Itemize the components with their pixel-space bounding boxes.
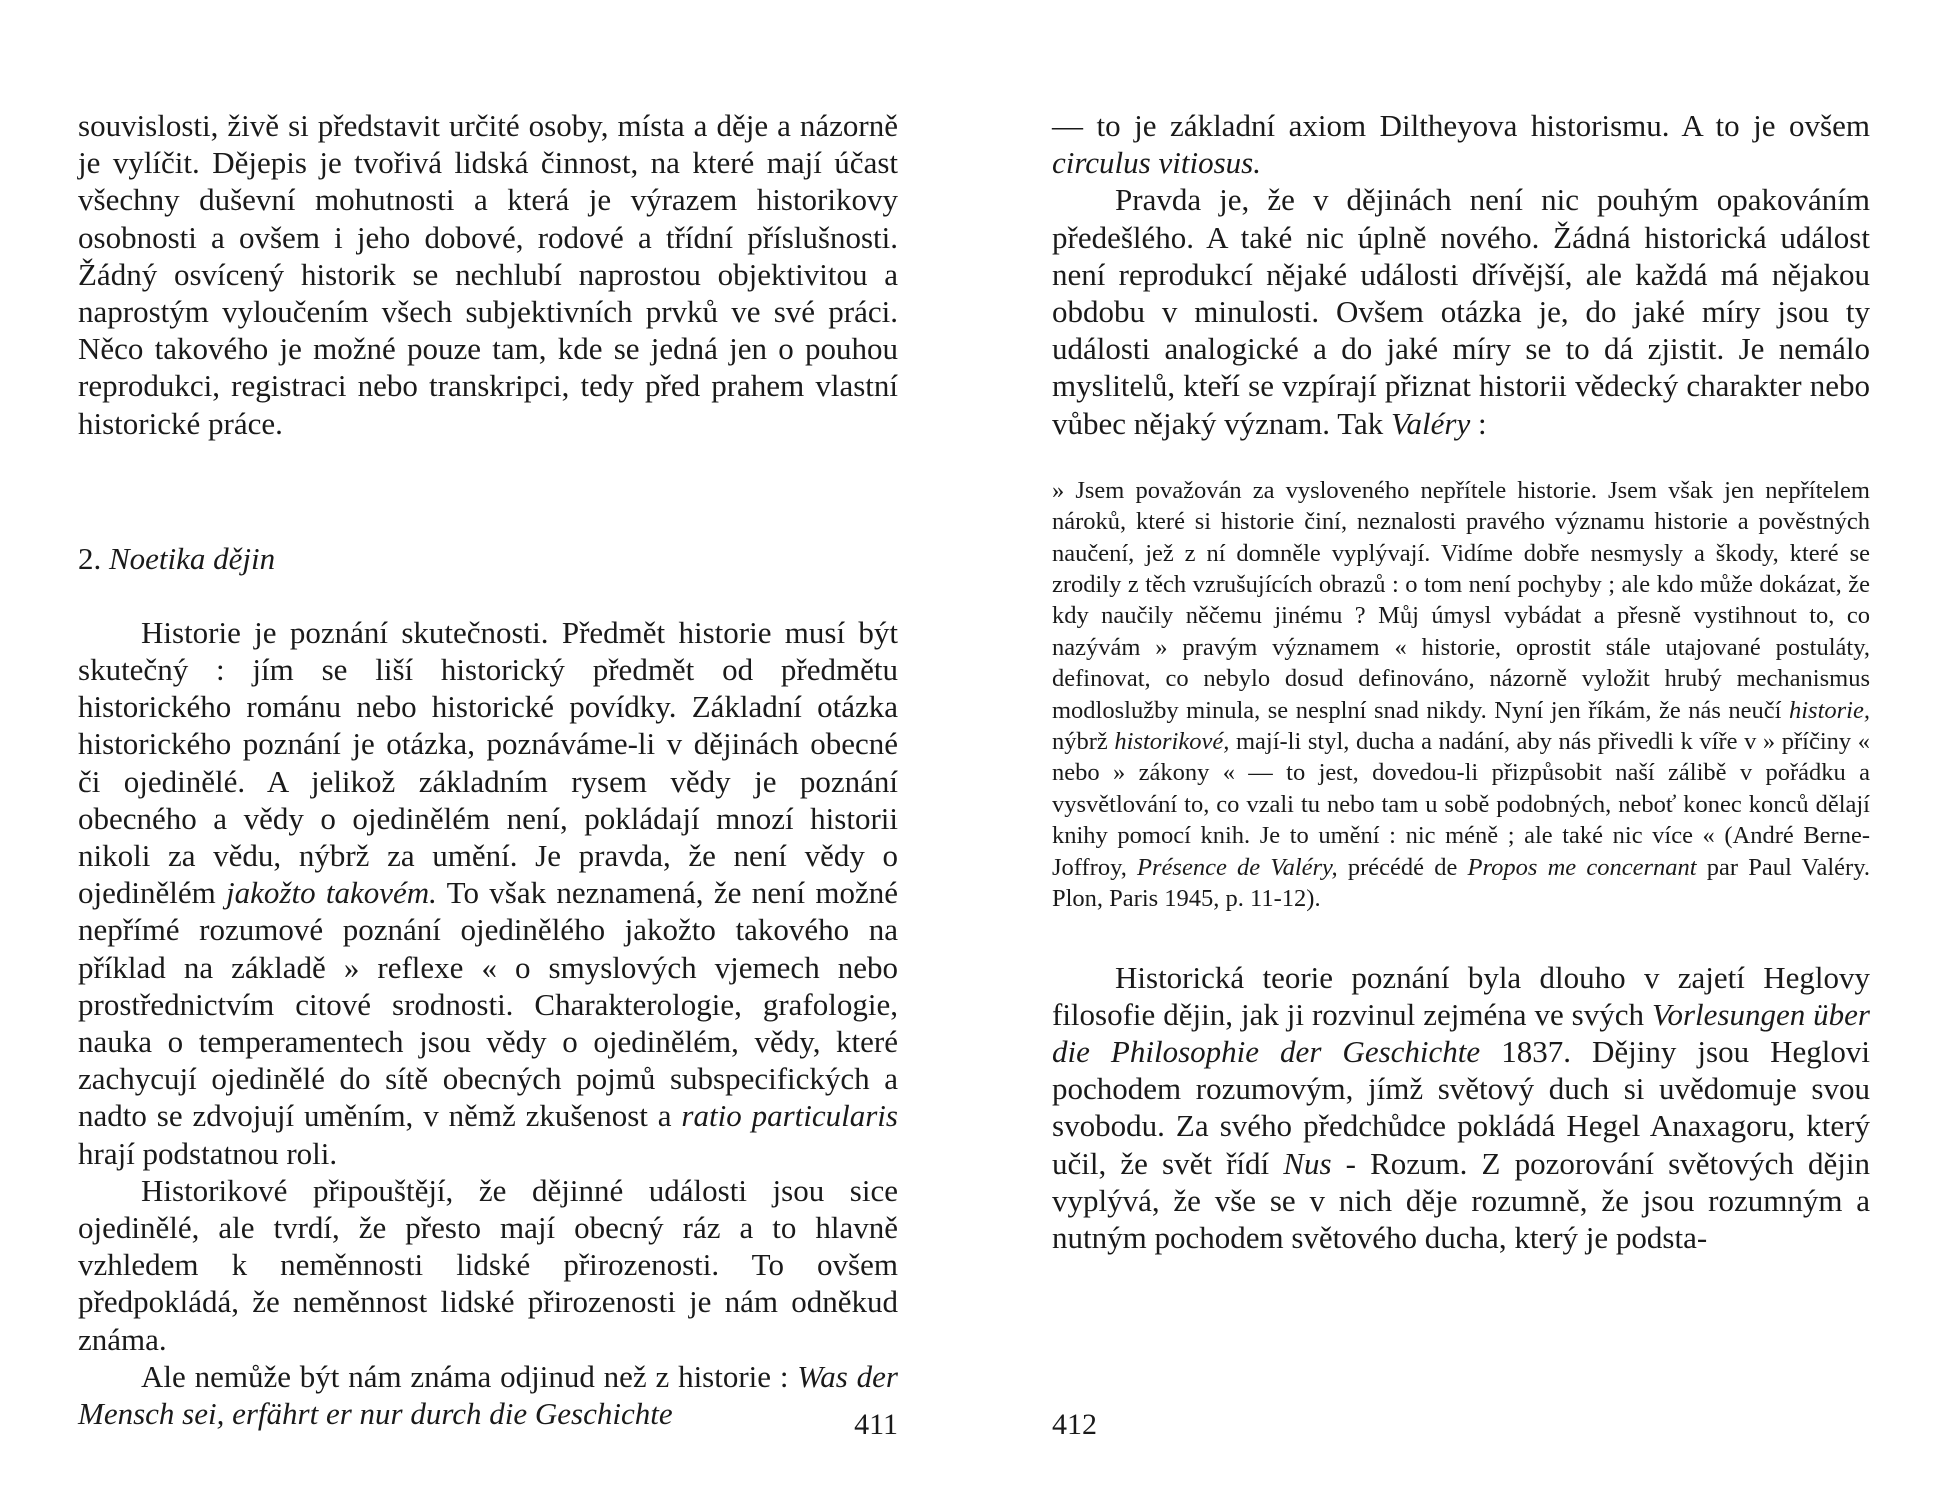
text-segment: nýbrž [1052, 728, 1115, 756]
left-paragraph-2 [78, 614, 898, 1172]
right-paragraph-1 [1052, 107, 1870, 181]
italic-text-segment: Présence de Valéry, [1137, 853, 1338, 881]
italic-text-segment: circulus vitiosus. [1052, 145, 1261, 181]
section-heading [78, 540, 898, 577]
text-segment: 1837. Dějiny jsou Heglovi pochodem rozumovým, jímž světový duch si uvědomuje svou svobodu. Za svého předchůdce pokládá Hegel Anaxagoru, který učil, že svět řídí [1052, 1033, 1871, 1181]
italic-text-segment: ratio particularis [681, 1098, 898, 1134]
left-paragraph-3 [78, 1172, 898, 1358]
right-text-column [1052, 107, 1870, 1256]
italic-text-segment: Nus [1283, 1145, 1332, 1181]
text-segment: souvislosti, živě si představit určité osoby, místa a děje a názorně je vylíčit. Dějepis je tvořivá lidská činnost, na které mají účast všechny duševní mohutnosti a která je výrazem historikovy osobnosti a ovšem i jeho dobové, rodové a třídní příslušnosti. Žádný osvícený historik se nechlubí naprostou objektivitou a naprostým vyloučením všech subjektivních prvků ve své práci. Něco takového je možné pouze tam, kde se jedná jen o pouhou reprodukci, registraci nebo transkripci, tedy před prahem vlastní historické práce. [78, 108, 898, 441]
text-segment: - Rozum. Z pozorování světových dějin vyplývá, že vše se v nich děje rozumně, že jsou rozumným a nutným pochodem světového ducha, který je podsta- [1052, 1145, 1870, 1255]
text-segment: Historická teorie poznání byla dlouho v zajetí Heglovy filosofie dějin, jak ji rozvinul zejména ve svých [1052, 959, 1870, 1032]
right-paragraph-2 [1052, 181, 1870, 441]
text-segment: Historikové připouštějí, že dějinné události jsou sice ojedinělé, ale tvrdí, že přesto mají obecný ráz a to hlavně vzhledem k neměnnosti lidské přirozenosti. To ovšem předpokládá, že neměnnost lidské přirozenosti je nám odněkud známa. [78, 1172, 898, 1357]
italic-text-segment: Was der Mensch sei, erfährt er nur durch die Geschichte [78, 1358, 898, 1432]
text-segment: : [1470, 405, 1487, 441]
left-page [78, 0, 898, 1500]
text-segment: — to je základní axiom Diltheyova historismu. A to je ovšem [1052, 108, 1870, 143]
italic-text-segment: historie, [1789, 696, 1870, 724]
text-segment: Pravda je, že v dějinách není nic pouhým opakováním předešlého. A také nic úplně nového. Žádná historická událost není reprodukcí nějaké události dřívější, ale každá má nějakou obdobu v minulosti. Ovšem otázka je, do jaké míry jsou ty události analogické a do jaké míry se to dá zjistit. Je nemálo myslitelů, kteří se vzpírají přiznat historii vědecký charakter nebo vůbec nějaký význam. Tak [1052, 182, 1870, 441]
italic-text-segment: Valéry [1391, 405, 1471, 441]
italic-text-segment: Propos me concernant [1467, 853, 1697, 881]
text-segment: par Paul Valéry. Plon, Paris 1945, p. 11-12). [1052, 853, 1870, 913]
text-segment: précédé de [1337, 853, 1468, 881]
page-number-right: 412 [1052, 1408, 1097, 1441]
italic-text-segment: Vorlesungen über die Philosophie der Geschichte [1052, 996, 1870, 1069]
right-paragraph-3 [1052, 959, 1870, 1257]
text-segment: To však neznamená, že není možné nepřímé rozumové poznání ojedinělého jakožto takového na příklad na základě » reflexe « o smyslových vjemech nebo prostřednictvím citové srodnosti. Charakterologie, grafologie, nauka o temperamentech jsou vědy o ojedinělém, vědy, které zachycují ojedinělé do sítě obecných pojmů subspecifických a nadto se zdvojují uměním, v němž zkušenost a [78, 875, 899, 1134]
text-segment: mají-li styl, ducha a nadání, aby nás přivedli k víře v » příčiny « nebo » zákony « — to jest, dovedou-li přizpůsobit naší zálibě v pořádku a vysvětlování to, co vzali tu nebo tam u sobě podobných, neboť konec konců dělají knihy pomocí knih. Je to umění : nic méně ; ale také nic více « (André Berne-Joffroy, [1052, 728, 1870, 881]
italic-text-segment: historikové, [1114, 728, 1230, 756]
page-number-left: 411 [854, 1408, 898, 1441]
left-paragraph-4 [78, 1358, 898, 1432]
left-text-column [78, 107, 898, 1432]
text-segment: Historie je poznání skutečnosti. Předmět historie musí být skutečný : jím se liší historický předmět od předmětu historického románu nebo historické povídky. Základní otázka historického poznání je otázka, poznáváme-li v dějinách obecné či ojedinělé. A jelikož základním rysem vědy je poznání obecného a vědy o ojedinělém není, pokládají mnozí historii nikoli za vědu, nýbrž za umění. Je pravda, že není vědy o ojedinělém [78, 614, 898, 911]
text-segment: 2. [78, 540, 109, 576]
italic-text-segment: Noetika dějin [109, 540, 276, 576]
text-segment: » Jsem považován za vysloveného nepřítele historie. Jsem však jen nepřítelem nároků, které si historie činí, neznalosti pravého významu historie a pověstných naučení, jež z ní domněle vyplývají. Vidíme dobře nesmysly a škody, které se zrodily z těch vzrušujících obrazů : o tom není pochyby ; ale kdo může dokázat, že kdy naučily něčemu jinému ? Můj úmysl vybádat a přesně vystihnout to, co nazývám » pravým významem « historie, oprostit stále utajované postuláty, definovat, co nebylo dosud definováno, názorně vyložit hrubý mechanismus modloslužby minula, se nesplní snad nikdy. Nyní jen říkám, že nás neučí [1052, 476, 1870, 724]
block-quote [1052, 475, 1870, 915]
right-page [1052, 0, 1870, 1500]
left-paragraph-1 [78, 107, 898, 442]
italic-text-segment: jakožto takovém. [226, 875, 437, 911]
text-segment: hrají podstatnou roli. [78, 1135, 338, 1171]
text-segment: Ale nemůže být nám známa odjinud než z historie : [141, 1358, 798, 1394]
